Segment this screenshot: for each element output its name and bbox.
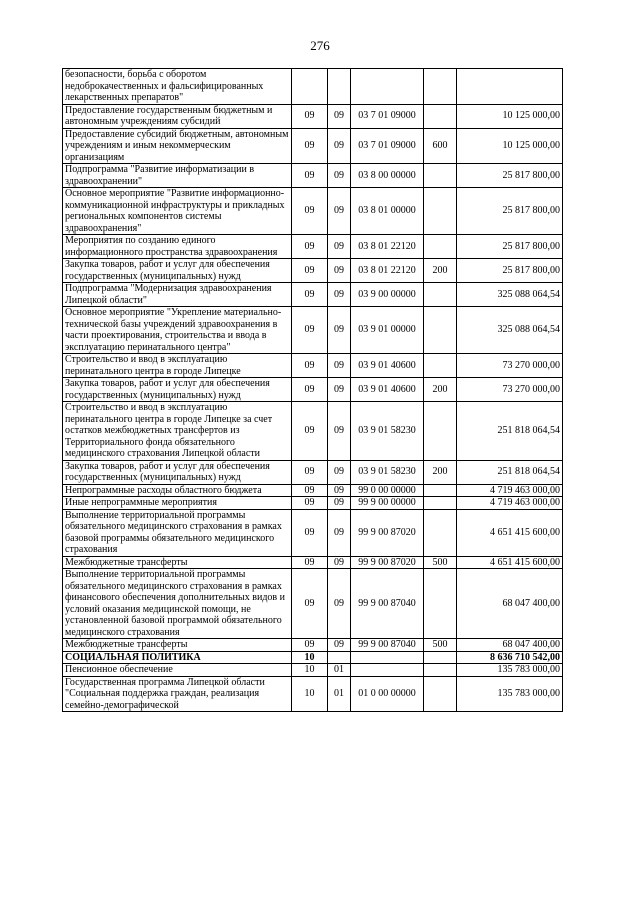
table-row bbox=[63, 497, 563, 510]
row-target-article-cell: 99 0 00 00000 bbox=[351, 484, 424, 497]
table-row bbox=[63, 639, 563, 652]
row-section-cell: 09 bbox=[292, 235, 328, 259]
table-row bbox=[63, 259, 563, 283]
table-row bbox=[63, 188, 563, 235]
row-name-cell: Пенсионное обеспечение bbox=[63, 664, 292, 677]
row-target-article-cell: 03 9 01 58230 bbox=[351, 460, 424, 484]
row-expense-type-cell bbox=[424, 235, 457, 259]
table-row bbox=[63, 651, 563, 664]
row-name-cell: Строительство и ввод в эксплуатацию перинатального центра в городе Липецке bbox=[63, 354, 292, 378]
row-expense-type-cell bbox=[424, 104, 457, 128]
row-amount-cell bbox=[457, 69, 563, 105]
row-subsection-cell: 01 bbox=[328, 664, 351, 677]
row-subsection-cell bbox=[328, 651, 351, 664]
row-amount-cell: 8 636 710 542,00 bbox=[457, 651, 563, 664]
table-row bbox=[63, 556, 563, 569]
row-subsection-cell: 09 bbox=[328, 569, 351, 639]
table-row bbox=[63, 378, 563, 402]
row-section-cell: 10 bbox=[292, 676, 328, 712]
table-row bbox=[63, 676, 563, 712]
row-subsection-cell: 09 bbox=[328, 307, 351, 354]
table-row bbox=[63, 104, 563, 128]
table-row bbox=[63, 283, 563, 307]
row-amount-cell: 25 817 800,00 bbox=[457, 259, 563, 283]
table-row bbox=[63, 569, 563, 639]
row-name-cell: Строительство и ввод в эксплуатацию перинатального центра в городе Липецке за счет остатков межбюджетных трансфертов из Территориального фонда обязательного медицинского страхования Липецкой области bbox=[63, 402, 292, 461]
row-name-cell: Непрограммные расходы областного бюджета bbox=[63, 484, 292, 497]
row-section-cell: 09 bbox=[292, 164, 328, 188]
row-amount-cell: 135 783 000,00 bbox=[457, 664, 563, 677]
budget-table bbox=[62, 68, 563, 712]
row-expense-type-cell: 500 bbox=[424, 639, 457, 652]
row-subsection-cell: 09 bbox=[328, 354, 351, 378]
row-subsection-cell: 09 bbox=[328, 164, 351, 188]
table-row bbox=[63, 128, 563, 164]
row-name-cell: безопасности, борьба с оборотом недоброкачественных и фальсифицированных лекарственных препаратов" bbox=[63, 69, 292, 105]
row-name-cell: Государственная программа Липецкой области "Социальная поддержка граждан, реализация семейно-демографической bbox=[63, 676, 292, 712]
row-name-cell: Предоставление субсидий бюджетным, автономным учреждениям и иным некоммерческим организациям bbox=[63, 128, 292, 164]
row-name-cell: Предоставление государственным бюджетным и автономным учреждениям субсидий bbox=[63, 104, 292, 128]
row-section-cell: 09 bbox=[292, 509, 328, 556]
row-name-cell: Закупка товаров, работ и услуг для обеспечения государственных (муниципальных) нужд bbox=[63, 259, 292, 283]
row-target-article-cell: 99 9 00 87020 bbox=[351, 509, 424, 556]
row-expense-type-cell bbox=[424, 664, 457, 677]
row-amount-cell: 10 125 000,00 bbox=[457, 104, 563, 128]
row-name-cell: Мероприятия по созданию единого информационного пространства здравоохранения bbox=[63, 235, 292, 259]
page-number: 276 bbox=[310, 38, 330, 53]
table-row bbox=[63, 402, 563, 461]
row-subsection-cell: 09 bbox=[328, 259, 351, 283]
row-section-cell: 10 bbox=[292, 651, 328, 664]
table-row bbox=[63, 509, 563, 556]
row-amount-cell: 251 818 064,54 bbox=[457, 460, 563, 484]
row-section-cell: 09 bbox=[292, 402, 328, 461]
row-target-article-cell: 03 7 01 09000 bbox=[351, 104, 424, 128]
row-target-article-cell bbox=[351, 69, 424, 105]
row-expense-type-cell bbox=[424, 188, 457, 235]
row-subsection-cell: 09 bbox=[328, 556, 351, 569]
row-amount-cell: 4 651 415 600,00 bbox=[457, 556, 563, 569]
row-name-cell: Основное мероприятие "Развитие информационно-коммуникационной инфраструктуры и прикладных региональных компонентов системы здравоохранения" bbox=[63, 188, 292, 235]
row-section-cell: 09 bbox=[292, 639, 328, 652]
row-amount-cell: 4 719 463 000,00 bbox=[457, 484, 563, 497]
row-name-cell: Подпрограмма "Развитие информатизации в здравоохранении" bbox=[63, 164, 292, 188]
row-expense-type-cell: 200 bbox=[424, 378, 457, 402]
table-row bbox=[63, 664, 563, 677]
table-row bbox=[63, 69, 563, 105]
row-amount-cell: 73 270 000,00 bbox=[457, 354, 563, 378]
row-target-article-cell: 03 8 01 22120 bbox=[351, 235, 424, 259]
row-subsection-cell: 09 bbox=[328, 497, 351, 510]
table-row bbox=[63, 235, 563, 259]
row-section-cell bbox=[292, 69, 328, 105]
row-name-cell: Выполнение территориальной программы обязательного медицинского страхования в рамках финансового обеспечения дополнительных видов и условий оказания медицинской помощи, не установленной базовой программой обязательного медицинского страхования bbox=[63, 569, 292, 639]
row-subsection-cell: 09 bbox=[328, 128, 351, 164]
row-expense-type-cell bbox=[424, 569, 457, 639]
row-subsection-cell: 09 bbox=[328, 484, 351, 497]
row-expense-type-cell bbox=[424, 283, 457, 307]
row-amount-cell: 25 817 800,00 bbox=[457, 164, 563, 188]
row-expense-type-cell: 200 bbox=[424, 259, 457, 283]
row-amount-cell: 4 651 415 600,00 bbox=[457, 509, 563, 556]
row-name-cell: Закупка товаров, работ и услуг для обеспечения государственных (муниципальных) нужд bbox=[63, 378, 292, 402]
row-expense-type-cell bbox=[424, 354, 457, 378]
table-row bbox=[63, 354, 563, 378]
row-target-article-cell: 99 9 00 00000 bbox=[351, 497, 424, 510]
row-section-cell: 09 bbox=[292, 188, 328, 235]
row-section-cell: 09 bbox=[292, 556, 328, 569]
table-row bbox=[63, 484, 563, 497]
row-section-cell: 09 bbox=[292, 104, 328, 128]
row-section-cell: 09 bbox=[292, 259, 328, 283]
row-section-cell: 09 bbox=[292, 283, 328, 307]
row-section-cell: 10 bbox=[292, 664, 328, 677]
row-amount-cell: 251 818 064,54 bbox=[457, 402, 563, 461]
row-target-article-cell: 03 9 00 00000 bbox=[351, 283, 424, 307]
row-expense-type-cell bbox=[424, 69, 457, 105]
row-target-article-cell: 03 8 01 22120 bbox=[351, 259, 424, 283]
row-amount-cell: 68 047 400,00 bbox=[457, 639, 563, 652]
row-subsection-cell: 09 bbox=[328, 378, 351, 402]
row-amount-cell: 325 088 064,54 bbox=[457, 283, 563, 307]
row-subsection-cell: 01 bbox=[328, 676, 351, 712]
row-expense-type-cell bbox=[424, 509, 457, 556]
row-name-cell: Межбюджетные трансферты bbox=[63, 639, 292, 652]
row-amount-cell: 4 719 463 000,00 bbox=[457, 497, 563, 510]
row-section-cell: 09 bbox=[292, 128, 328, 164]
row-subsection-cell: 09 bbox=[328, 402, 351, 461]
row-target-article-cell: 03 7 01 09000 bbox=[351, 128, 424, 164]
row-expense-type-cell bbox=[424, 651, 457, 664]
row-target-article-cell: 99 9 00 87040 bbox=[351, 639, 424, 652]
row-target-article-cell: 03 9 01 40600 bbox=[351, 378, 424, 402]
row-amount-cell: 73 270 000,00 bbox=[457, 378, 563, 402]
row-subsection-cell: 09 bbox=[328, 104, 351, 128]
row-target-article-cell: 03 9 01 40600 bbox=[351, 354, 424, 378]
row-expense-type-cell bbox=[424, 307, 457, 354]
row-target-article-cell: 03 9 01 00000 bbox=[351, 307, 424, 354]
row-target-article-cell: 03 8 00 00000 bbox=[351, 164, 424, 188]
row-section-cell: 09 bbox=[292, 484, 328, 497]
row-expense-type-cell: 600 bbox=[424, 128, 457, 164]
row-section-cell: 09 bbox=[292, 460, 328, 484]
row-target-article-cell: 03 9 01 58230 bbox=[351, 402, 424, 461]
row-amount-cell: 135 783 000,00 bbox=[457, 676, 563, 712]
row-expense-type-cell bbox=[424, 484, 457, 497]
row-expense-type-cell bbox=[424, 164, 457, 188]
row-section-cell: 09 bbox=[292, 307, 328, 354]
row-amount-cell: 68 047 400,00 bbox=[457, 569, 563, 639]
row-subsection-cell: 09 bbox=[328, 188, 351, 235]
row-section-cell: 09 bbox=[292, 497, 328, 510]
row-target-article-cell: 03 8 01 00000 bbox=[351, 188, 424, 235]
row-name-cell: Выполнение территориальной программы обязательного медицинского страхования в рамках базовой программы обязательного медицинского страхования bbox=[63, 509, 292, 556]
row-subsection-cell: 09 bbox=[328, 509, 351, 556]
row-amount-cell: 10 125 000,00 bbox=[457, 128, 563, 164]
row-name-cell: СОЦИАЛЬНАЯ ПОЛИТИКА bbox=[63, 651, 292, 664]
row-section-cell: 09 bbox=[292, 354, 328, 378]
table-row bbox=[63, 307, 563, 354]
row-name-cell: Иные непрограммные мероприятия bbox=[63, 497, 292, 510]
row-section-cell: 09 bbox=[292, 378, 328, 402]
row-name-cell: Основное мероприятие "Укрепление материально-технической базы учреждений здравоохранения в части проектирования, строительства и ввода в эксплуатацию перинатального центра" bbox=[63, 307, 292, 354]
row-expense-type-cell bbox=[424, 402, 457, 461]
table-row bbox=[63, 460, 563, 484]
row-expense-type-cell: 200 bbox=[424, 460, 457, 484]
row-name-cell: Подпрограмма "Модернизация здравоохранения Липецкой области" bbox=[63, 283, 292, 307]
row-subsection-cell: 09 bbox=[328, 283, 351, 307]
row-amount-cell: 325 088 064,54 bbox=[457, 307, 563, 354]
row-target-article-cell: 99 9 00 87040 bbox=[351, 569, 424, 639]
row-expense-type-cell: 500 bbox=[424, 556, 457, 569]
budget-table-body bbox=[63, 69, 563, 712]
row-target-article-cell bbox=[351, 664, 424, 677]
row-amount-cell: 25 817 800,00 bbox=[457, 235, 563, 259]
row-target-article-cell: 01 0 00 00000 bbox=[351, 676, 424, 712]
row-target-article-cell bbox=[351, 651, 424, 664]
row-expense-type-cell bbox=[424, 676, 457, 712]
row-subsection-cell bbox=[328, 69, 351, 105]
row-section-cell: 09 bbox=[292, 569, 328, 639]
row-name-cell: Межбюджетные трансферты bbox=[63, 556, 292, 569]
row-expense-type-cell bbox=[424, 497, 457, 510]
row-name-cell: Закупка товаров, работ и услуг для обеспечения государственных (муниципальных) нужд bbox=[63, 460, 292, 484]
row-subsection-cell: 09 bbox=[328, 460, 351, 484]
table-row bbox=[63, 164, 563, 188]
row-target-article-cell: 99 9 00 87020 bbox=[351, 556, 424, 569]
row-amount-cell: 25 817 800,00 bbox=[457, 188, 563, 235]
row-subsection-cell: 09 bbox=[328, 639, 351, 652]
row-subsection-cell: 09 bbox=[328, 235, 351, 259]
